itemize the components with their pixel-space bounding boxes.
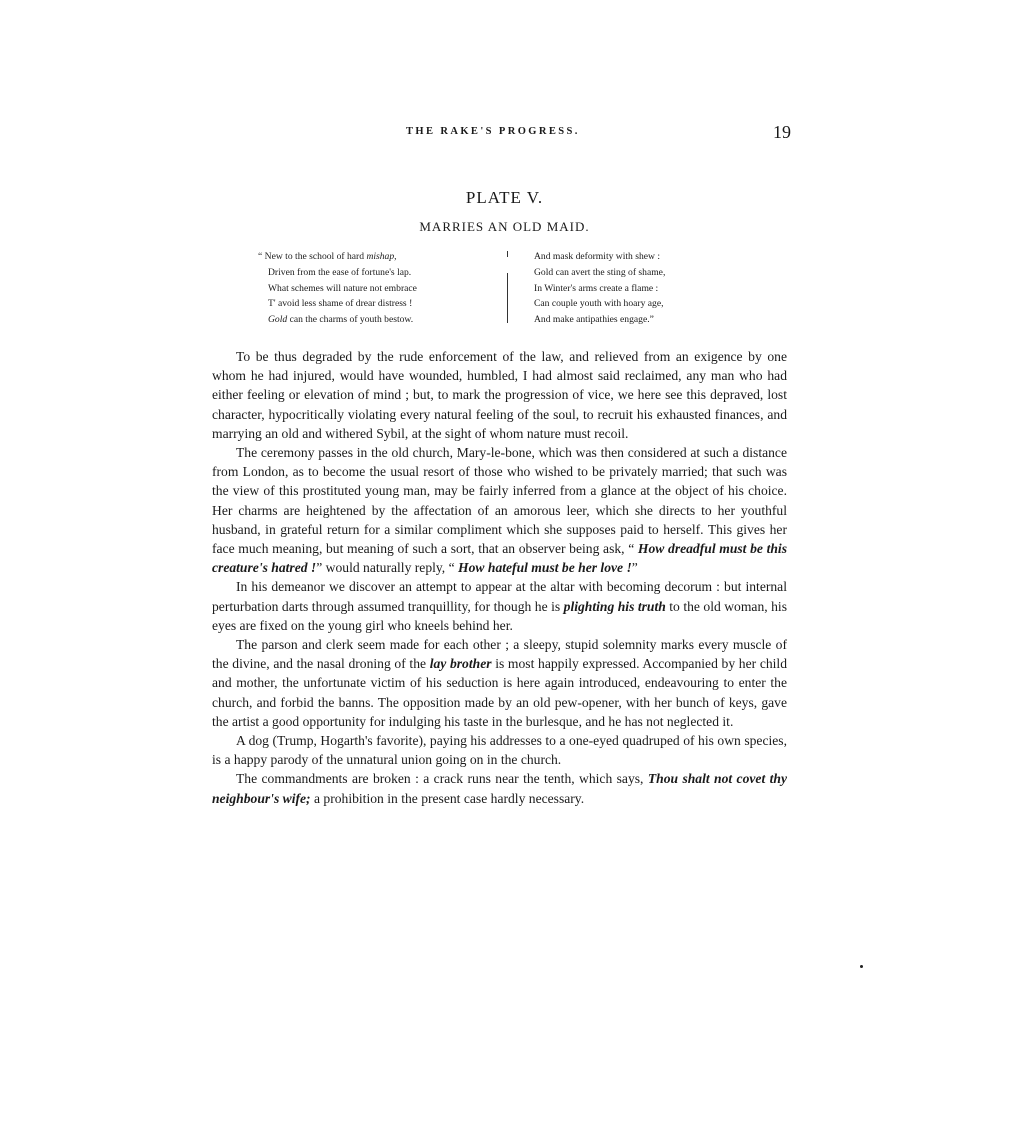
verse-line: And make antipathies engage.” bbox=[534, 314, 654, 326]
body-text bbox=[212, 347, 787, 808]
verse-left-column bbox=[258, 249, 498, 328]
plate-subtitle: MARRIES AN OLD MAID. bbox=[419, 219, 590, 234]
running-title: THE RAKE'S PROGRESS. bbox=[406, 126, 580, 137]
paragraph: The parson and clerk seem made for each other ; a sleepy, stupid solemnity marks every muscle of the divine, and the nasal droning of the lay brother is most happily expressed. Accompanied by her child and mother, the unfortunate victim of his seduction is here again introduced, endeavouring to enter the church, and forbid the banns. The opposition made by an old pew-opener, with her bunch of keys, gave the artist a good opportunity for indulging his taste in the burlesque, and he has not neglected it. bbox=[212, 637, 787, 729]
verse-line: Gold can the charms of youth bestow. bbox=[268, 314, 414, 326]
verse-line: T' avoid less shame of drear distress ! bbox=[268, 298, 413, 310]
book-page bbox=[212, 120, 791, 808]
paragraph: The commandments are broken : a crack runs near the tenth, which says, Thou shalt not covet thy neighbour's wife; a prohibition in the present case hardly necessary. bbox=[212, 771, 787, 806]
verse-line: Gold can avert the sting of shame, bbox=[534, 266, 666, 278]
paragraph: The ceremony passes in the old church, Mary-le-bone, which was then considered at such a distance from London, as to become the usual resort of those who wished to be privately married; that such was the view of this prostituted young man, may be fairly inferred from a glance at the object of his choice. Her charms are heightened by the affectation of an amorous leer, which she directs to her youthful husband, in grateful return for a similar compliment which she supposes paid to herself. This gives her face much meaning, but meaning of such a sort, that an observer being ask, “ How dreadful must be this creature's hatred !” would naturally reply, “ How hateful must be her love !” bbox=[212, 445, 788, 576]
page-number: 19 bbox=[773, 122, 791, 142]
paragraph: To be thus degraded by the rude enforcement of the law, and relieved from an exigence by one whom he had injured, would have wounded, humbled, I had almost said reclaimed, any man who had either feeling or elevation of mind ; but, to mark the progression of vice, we here see this depraved, lost character, hypocritically violating every natural feeling of the soul, to recruit his exhausted finances, and marrying an old and withered Sybil, at the sight of whom nature must recoil. bbox=[212, 349, 787, 441]
verse-divider bbox=[507, 273, 508, 323]
verse-divider-tick bbox=[507, 251, 508, 257]
verse-line: “ New to the school of hard mishap, bbox=[258, 251, 397, 262]
plate-title: PLATE V. bbox=[465, 188, 544, 207]
verse-line: Driven from the ease of fortune's lap. bbox=[268, 266, 412, 278]
verse-line: Can couple youth with hoary age, bbox=[534, 298, 664, 310]
verse-line: And mask deformity with shew : bbox=[534, 251, 661, 262]
verse-line: What schemes will nature not embrace bbox=[268, 282, 417, 294]
verse-right-column bbox=[534, 249, 774, 328]
verse-line: In Winter's arms create a flame : bbox=[534, 282, 659, 294]
epigraph-verse bbox=[212, 249, 787, 329]
running-head bbox=[212, 120, 791, 150]
paragraph: In his demeanor we discover an attempt to appear at the altar with becoming decorum : but internal perturbation darts through assumed tranquillity, for though he is plighting his truth to the old woman, his eyes are fixed on the young girl who kneels behind her. bbox=[212, 579, 787, 633]
paragraph: A dog (Trump, Hogarth's favorite), paying his addresses to a one-eyed quadruped of his own species, is a happy parody of the unnatural union going on in the church. bbox=[212, 733, 787, 768]
page-speck bbox=[860, 965, 863, 968]
